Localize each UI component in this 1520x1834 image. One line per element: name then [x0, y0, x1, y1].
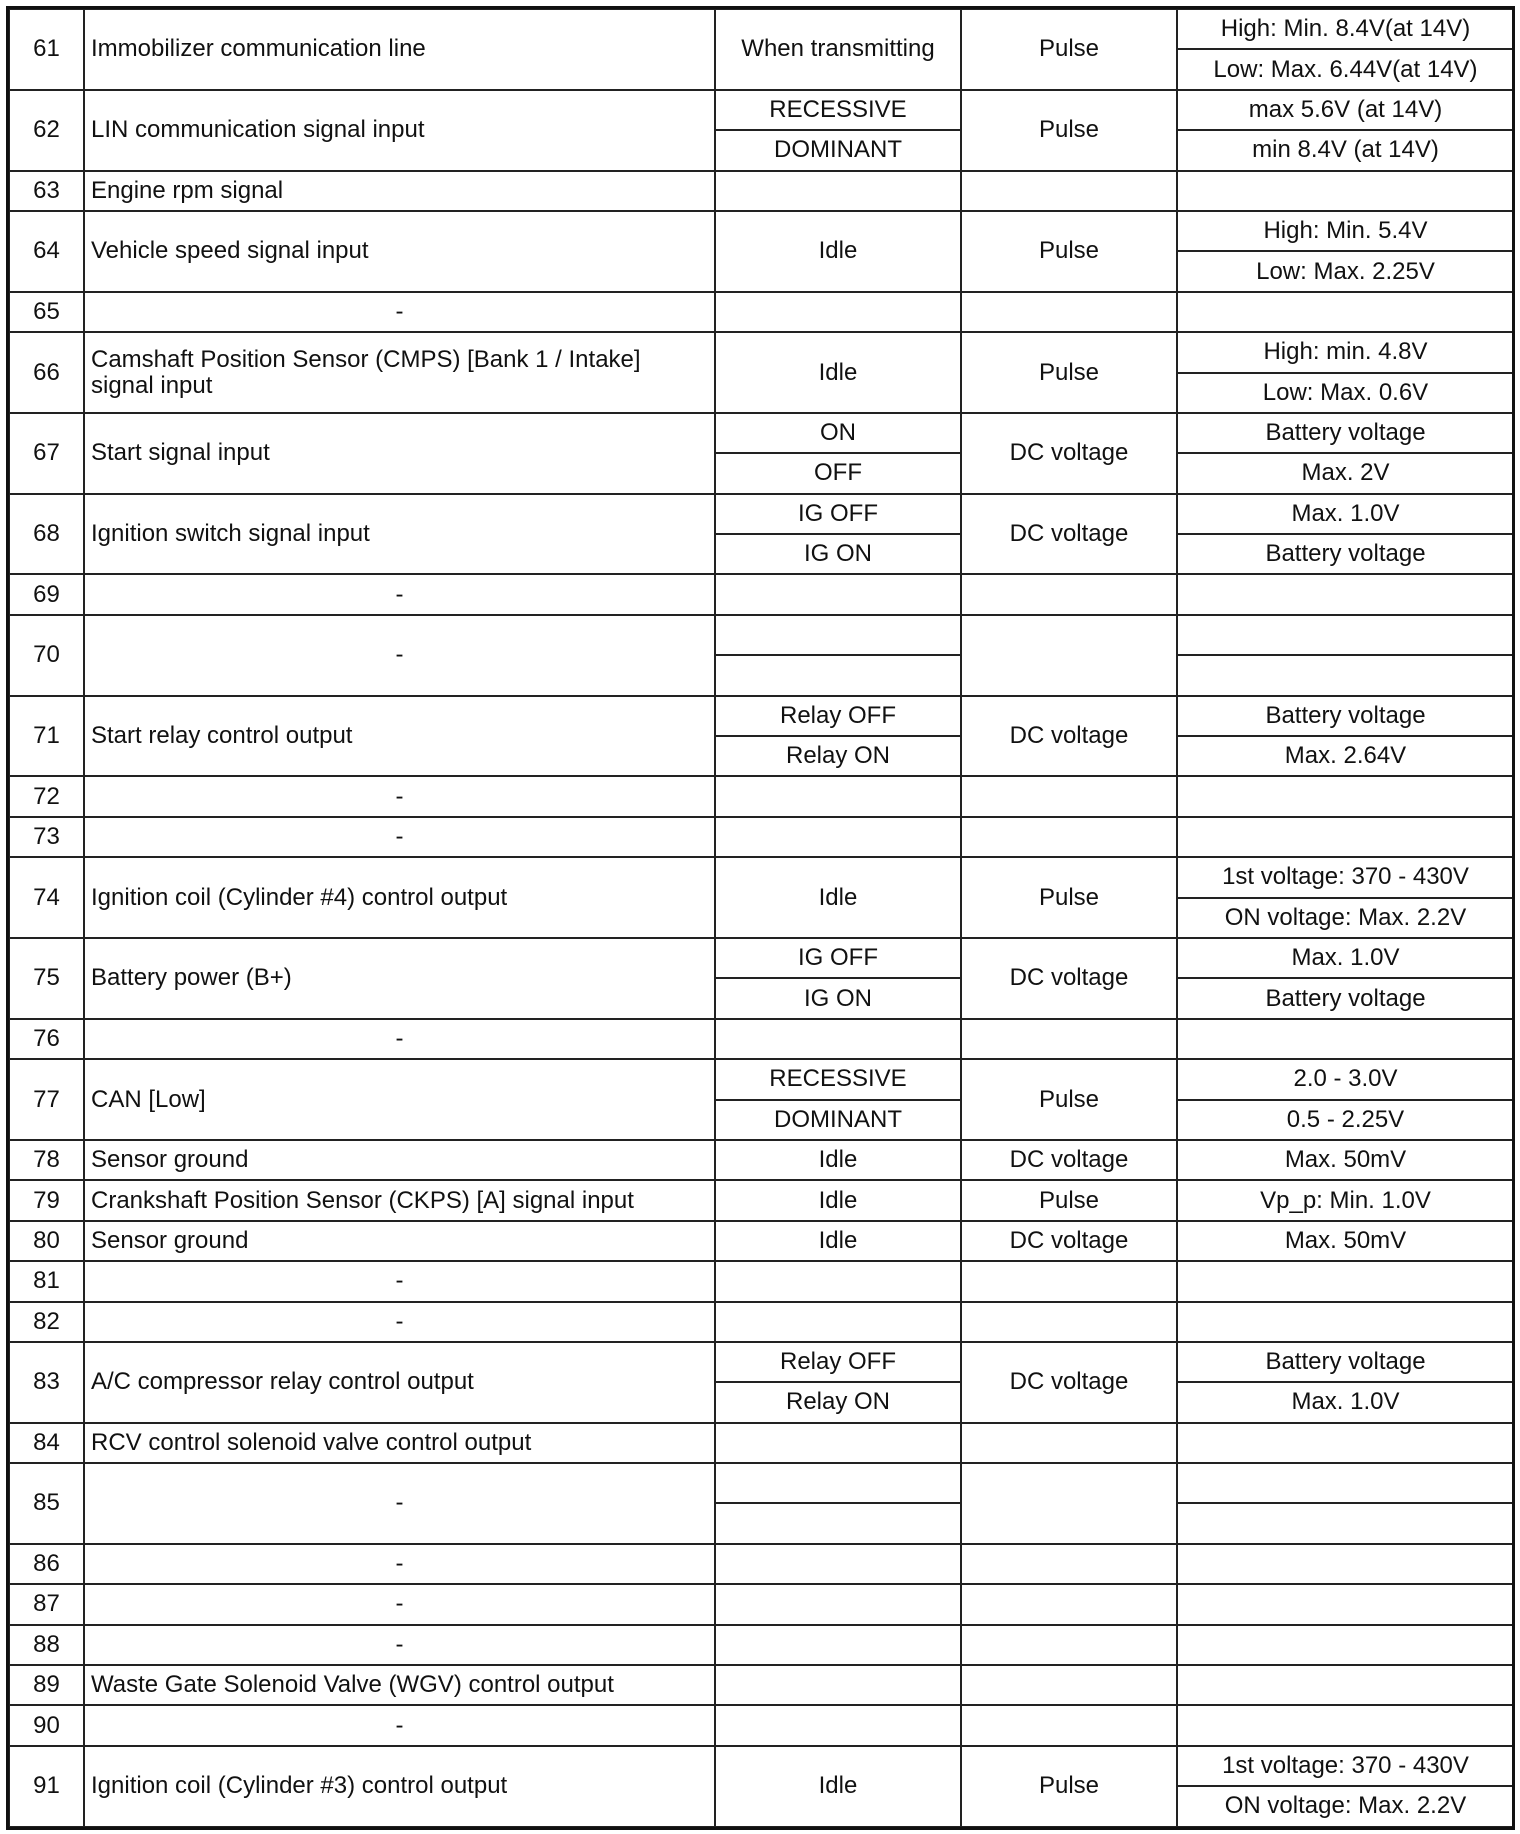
- expected-value: Vp_p: Min. 1.0V: [1177, 1180, 1514, 1220]
- pin-number: 90: [9, 1705, 84, 1745]
- pin-number: 89: [9, 1665, 84, 1705]
- table-row: [9, 1544, 1514, 1584]
- pin-number: 61: [9, 9, 84, 90]
- pin-description: Vehicle speed signal input: [84, 211, 715, 292]
- table-row: [9, 1059, 1514, 1099]
- expected-value: 2.0 - 3.0V: [1177, 1059, 1514, 1099]
- pin-number: 75: [9, 938, 84, 1019]
- table-row: [9, 171, 1514, 211]
- expected-value: Max. 50mV: [1177, 1140, 1514, 1180]
- condition: Relay ON: [715, 736, 961, 776]
- pin-number: 91: [9, 1746, 84, 1827]
- expected-value: [1177, 171, 1514, 211]
- table-row: [9, 938, 1514, 978]
- condition: [715, 1423, 961, 1463]
- signal-type: [961, 817, 1177, 857]
- signal-type: Pulse: [961, 1180, 1177, 1220]
- table-row: [9, 1463, 1514, 1503]
- table-row: [9, 1705, 1514, 1745]
- expected-value: [1177, 776, 1514, 816]
- pin-number: 87: [9, 1584, 84, 1624]
- pin-specification-table: [8, 8, 1515, 1828]
- condition: Idle: [715, 211, 961, 292]
- expected-value: ON voltage: Max. 2.2V: [1177, 1786, 1514, 1826]
- signal-type: DC voltage: [961, 938, 1177, 1019]
- signal-type: [961, 1584, 1177, 1624]
- pin-number: 83: [9, 1342, 84, 1423]
- signal-type: Pulse: [961, 332, 1177, 413]
- signal-type: DC voltage: [961, 1140, 1177, 1180]
- pin-number: 74: [9, 857, 84, 938]
- table-row: [9, 1180, 1514, 1220]
- expected-value: [1177, 1584, 1514, 1624]
- signal-type: DC voltage: [961, 494, 1177, 575]
- table-row: [9, 1746, 1514, 1786]
- condition: IG OFF: [715, 494, 961, 534]
- expected-value: [1177, 1625, 1514, 1665]
- pin-number: 63: [9, 171, 84, 211]
- table-row: [9, 494, 1514, 534]
- pin-description: -: [84, 1584, 715, 1624]
- condition: Idle: [715, 332, 961, 413]
- pin-description: Immobilizer communication line: [84, 9, 715, 90]
- signal-type: [961, 292, 1177, 332]
- expected-value: High: min. 4.8V: [1177, 332, 1514, 372]
- pin-number: 80: [9, 1221, 84, 1261]
- table-row: [9, 413, 1514, 453]
- expected-value: [1177, 1423, 1514, 1463]
- signal-type: DC voltage: [961, 696, 1177, 777]
- expected-value: min 8.4V (at 14V): [1177, 130, 1514, 170]
- signal-type: [961, 1665, 1177, 1705]
- pin-number: 85: [9, 1463, 84, 1544]
- pin-number: 73: [9, 817, 84, 857]
- table-row: [9, 1302, 1514, 1342]
- signal-type: [961, 1705, 1177, 1745]
- condition: IG ON: [715, 534, 961, 574]
- condition: [715, 817, 961, 857]
- expected-value: [1177, 655, 1514, 695]
- expected-value: [1177, 1261, 1514, 1301]
- table-row: [9, 292, 1514, 332]
- pin-number: 66: [9, 332, 84, 413]
- expected-value: [1177, 574, 1514, 614]
- pin-description: Battery power (B+): [84, 938, 715, 1019]
- signal-type: [961, 1463, 1177, 1544]
- signal-type: Pulse: [961, 90, 1177, 171]
- condition: Relay OFF: [715, 696, 961, 736]
- condition: Idle: [715, 1746, 961, 1827]
- signal-type: [961, 615, 1177, 696]
- condition: [715, 615, 961, 655]
- signal-type: [961, 171, 1177, 211]
- condition: Idle: [715, 857, 961, 938]
- pin-number: 64: [9, 211, 84, 292]
- expected-value: [1177, 1503, 1514, 1543]
- pin-description: Ignition switch signal input: [84, 494, 715, 575]
- table-row: [9, 1140, 1514, 1180]
- table-row: [9, 211, 1514, 251]
- condition: [715, 1302, 961, 1342]
- table-row: [9, 1665, 1514, 1705]
- signal-type: Pulse: [961, 1059, 1177, 1140]
- pin-number: 62: [9, 90, 84, 171]
- pin-description: Ignition coil (Cylinder #4) control output: [84, 857, 715, 938]
- pin-description: Sensor ground: [84, 1140, 715, 1180]
- table-row: [9, 696, 1514, 736]
- table-row: [9, 1423, 1514, 1463]
- expected-value: Max. 1.0V: [1177, 938, 1514, 978]
- expected-value: Max. 2.64V: [1177, 736, 1514, 776]
- signal-type: Pulse: [961, 857, 1177, 938]
- pin-number: 88: [9, 1625, 84, 1665]
- signal-type: Pulse: [961, 9, 1177, 90]
- expected-value: [1177, 1544, 1514, 1584]
- pin-description: Start signal input: [84, 413, 715, 494]
- pin-number: 69: [9, 574, 84, 614]
- table-row: [9, 1261, 1514, 1301]
- pin-description: LIN communication signal input: [84, 90, 715, 171]
- table-row: [9, 857, 1514, 897]
- signal-type: DC voltage: [961, 1342, 1177, 1423]
- expected-value: [1177, 292, 1514, 332]
- pin-description: Engine rpm signal: [84, 171, 715, 211]
- pin-number: 86: [9, 1544, 84, 1584]
- table-row: [9, 90, 1514, 130]
- table-row: [9, 817, 1514, 857]
- pin-description: RCV control solenoid valve control output: [84, 1423, 715, 1463]
- signal-type: [961, 1261, 1177, 1301]
- expected-value: Max. 1.0V: [1177, 1382, 1514, 1422]
- pin-description: -: [84, 1705, 715, 1745]
- condition: Relay OFF: [715, 1342, 961, 1382]
- condition: ON: [715, 413, 961, 453]
- condition: [715, 776, 961, 816]
- condition: [715, 1503, 961, 1543]
- condition: [715, 1584, 961, 1624]
- condition: IG ON: [715, 978, 961, 1018]
- table-row: [9, 9, 1514, 49]
- pin-number: 81: [9, 1261, 84, 1301]
- expected-value: Battery voltage: [1177, 978, 1514, 1018]
- signal-type: [961, 1019, 1177, 1059]
- condition: [715, 1463, 961, 1503]
- signal-type: [961, 574, 1177, 614]
- expected-value: Max. 50mV: [1177, 1221, 1514, 1261]
- pin-description: Ignition coil (Cylinder #3) control output: [84, 1746, 715, 1827]
- pin-description: Camshaft Position Sensor (CMPS) [Bank 1 / Intake] signal input: [84, 332, 715, 413]
- condition: [715, 1705, 961, 1745]
- table-row: [9, 332, 1514, 372]
- pin-description: A/C compressor relay control output: [84, 1342, 715, 1423]
- signal-type: [961, 1625, 1177, 1665]
- expected-value: [1177, 1463, 1514, 1503]
- pin-number: 71: [9, 696, 84, 777]
- pin-number: 76: [9, 1019, 84, 1059]
- condition: [715, 1625, 961, 1665]
- pin-description: Start relay control output: [84, 696, 715, 777]
- pin-number: 70: [9, 615, 84, 696]
- signal-type: DC voltage: [961, 413, 1177, 494]
- expected-value: Battery voltage: [1177, 534, 1514, 574]
- pin-description: -: [84, 615, 715, 696]
- expected-value: High: Min. 5.4V: [1177, 211, 1514, 251]
- expected-value: [1177, 1665, 1514, 1705]
- condition: [715, 171, 961, 211]
- pin-description: -: [84, 292, 715, 332]
- pin-description: -: [84, 1261, 715, 1301]
- expected-value: [1177, 817, 1514, 857]
- pin-description: Sensor ground: [84, 1221, 715, 1261]
- expected-value: High: Min. 8.4V(at 14V): [1177, 9, 1514, 49]
- condition: [715, 292, 961, 332]
- table-row: [9, 1221, 1514, 1261]
- pin-description: -: [84, 817, 715, 857]
- signal-type: [961, 1302, 1177, 1342]
- expected-value: Battery voltage: [1177, 696, 1514, 736]
- condition: RECESSIVE: [715, 1059, 961, 1099]
- expected-value: [1177, 1705, 1514, 1745]
- table-row: [9, 1019, 1514, 1059]
- expected-value: Low: Max. 6.44V(at 14V): [1177, 49, 1514, 89]
- expected-value: Low: Max. 2.25V: [1177, 251, 1514, 291]
- signal-type: Pulse: [961, 211, 1177, 292]
- signal-type: Pulse: [961, 1746, 1177, 1827]
- condition: When transmitting: [715, 9, 961, 90]
- signal-type: DC voltage: [961, 1221, 1177, 1261]
- pin-number: 79: [9, 1180, 84, 1220]
- pin-description: -: [84, 1302, 715, 1342]
- pin-number: 65: [9, 292, 84, 332]
- condition: OFF: [715, 453, 961, 493]
- expected-value: max 5.6V (at 14V): [1177, 90, 1514, 130]
- expected-value: 1st voltage: 370 - 430V: [1177, 857, 1514, 897]
- signal-type: [961, 1544, 1177, 1584]
- table-row: [9, 1625, 1514, 1665]
- pin-number: 77: [9, 1059, 84, 1140]
- pin-description: -: [84, 1625, 715, 1665]
- expected-value: Low: Max. 0.6V: [1177, 373, 1514, 413]
- condition: IG OFF: [715, 938, 961, 978]
- condition: Idle: [715, 1180, 961, 1220]
- condition: Idle: [715, 1221, 961, 1261]
- condition: [715, 1665, 961, 1705]
- condition: DOMINANT: [715, 1100, 961, 1140]
- expected-value: Battery voltage: [1177, 413, 1514, 453]
- signal-type: [961, 776, 1177, 816]
- table-row: [9, 574, 1514, 614]
- condition: Relay ON: [715, 1382, 961, 1422]
- condition: Idle: [715, 1140, 961, 1180]
- expected-value: [1177, 1302, 1514, 1342]
- pin-description: -: [84, 1019, 715, 1059]
- pin-number: 67: [9, 413, 84, 494]
- table-row: [9, 1584, 1514, 1624]
- pin-description: -: [84, 1544, 715, 1584]
- condition: [715, 655, 961, 695]
- expected-value: [1177, 1019, 1514, 1059]
- pin-number: 82: [9, 1302, 84, 1342]
- pin-description: Waste Gate Solenoid Valve (WGV) control output: [84, 1665, 715, 1705]
- condition: [715, 1261, 961, 1301]
- condition: [715, 1544, 961, 1584]
- pin-number: 72: [9, 776, 84, 816]
- pin-description: Crankshaft Position Sensor (CKPS) [A] signal input: [84, 1180, 715, 1220]
- signal-type: [961, 1423, 1177, 1463]
- expected-value: 0.5 - 2.25V: [1177, 1100, 1514, 1140]
- table-row: [9, 776, 1514, 816]
- condition: [715, 1019, 961, 1059]
- expected-value: ON voltage: Max. 2.2V: [1177, 898, 1514, 938]
- table-row: [9, 1342, 1514, 1382]
- pin-description: -: [84, 1463, 715, 1544]
- pin-number: 68: [9, 494, 84, 575]
- pin-number: 78: [9, 1140, 84, 1180]
- condition: RECESSIVE: [715, 90, 961, 130]
- expected-value: Max. 1.0V: [1177, 494, 1514, 534]
- pin-description: -: [84, 776, 715, 816]
- pin-number: 84: [9, 1423, 84, 1463]
- expected-value: Max. 2V: [1177, 453, 1514, 493]
- table-body: [9, 9, 1514, 1827]
- condition: DOMINANT: [715, 130, 961, 170]
- expected-value: [1177, 615, 1514, 655]
- pin-description: -: [84, 574, 715, 614]
- table-row: [9, 615, 1514, 655]
- pin-description: CAN [Low]: [84, 1059, 715, 1140]
- condition: [715, 574, 961, 614]
- expected-value: Battery voltage: [1177, 1342, 1514, 1382]
- expected-value: 1st voltage: 370 - 430V: [1177, 1746, 1514, 1786]
